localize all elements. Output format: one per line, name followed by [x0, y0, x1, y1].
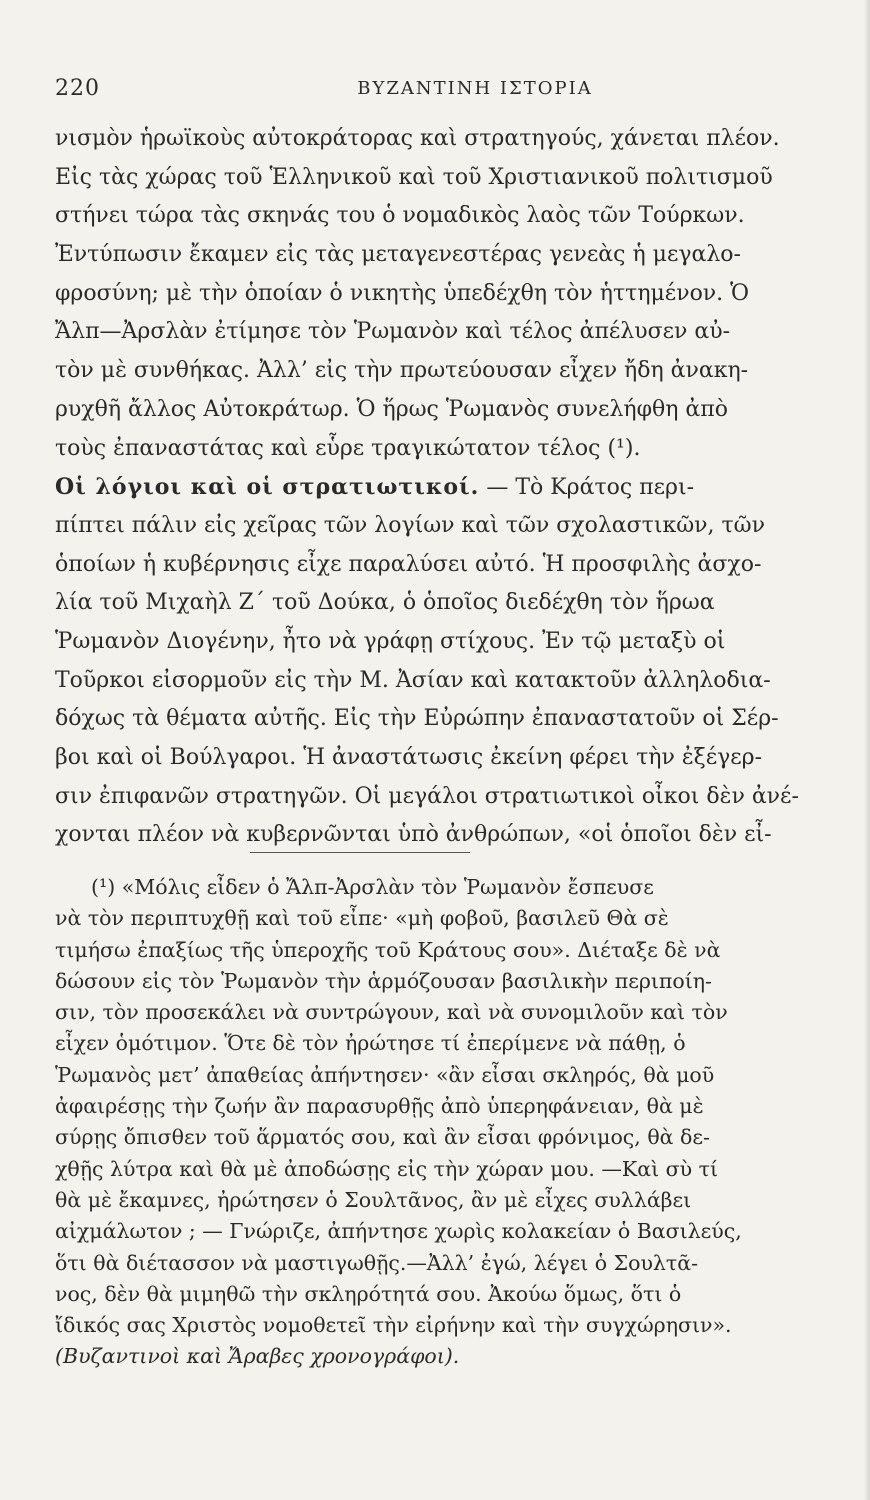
footnote-source: (Βυζαντινοὶ καὶ Ἄραβες χρονογράφοι).: [55, 1344, 460, 1369]
text-line: στήνει τώρα τὰς σκηνάς του ὁ νομαδικὸς λαὸς τῶν Τούρκων.: [55, 203, 745, 229]
footnote-line: θὰ μὲ ἔκαμνες, ἠρώτησεν ὁ Σουλτᾶνος, ἂν μὲ εἶχες συλλάβει: [55, 1187, 692, 1212]
footnote-line: εἶχεν ὁμότιμον. Ὅτε δὲ τὸν ἠρώτησε τί ἐπερίμενε νὰ πάθῃ, ὁ: [55, 1031, 686, 1056]
text-line: Εἰς τὰς χώρας τοῦ Ἑλληνικοῦ καὶ τοῦ Χριστιανικοῦ πολιτισμοῦ: [55, 164, 773, 190]
text-line: φροσύνη; μὲ τὴν ὁποίαν ὁ νικητὴς ὑπεδέχθη τὸν ἡττημένον. Ὁ: [55, 280, 750, 306]
text-line: σιν ἐπιφανῶν στρατηγῶν. Οἱ μεγάλοι στρατιωτικοὶ οἶκοι δὲν ἀνέ-: [55, 783, 799, 809]
footnote-line: ἴδικός σας Χριστὸς νομοθετεῖ τὴν εἰρήνην καὶ τὴν συγχώρησιν».: [55, 1313, 732, 1338]
text-line: χονται πλέον νὰ κυβερνῶνται ὑπὸ ἀνθρώπων, «οἱ ὁποῖοι δὲν εἶ-: [55, 822, 772, 848]
footnote-line: ἀφαιρέσῃς τὴν ζωήν ἂν παρασυρθῇς ἀπὸ ὑπερηφάνειαν, θὰ μὲ: [55, 1094, 704, 1119]
text-line: Ἐντύπωσιν ἔκαμεν εἰς τὰς μεταγενεστέρας γενεὰς ἡ μεγαλο-: [55, 242, 741, 268]
page-edge-shadow: [864, 0, 870, 1500]
footnote-line: σιν, τὸν προσεκάλει νὰ συντρώγουν, καὶ νὰ συνομιλοῦν καὶ τὸν: [55, 1000, 728, 1025]
footnote-line: νὰ τὸν περιπτυχθῇ καὶ τοῦ εἶπε· «μὴ φοβοῦ, βασιλεῦ Θὰ σὲ: [55, 906, 669, 931]
text-line: ὁποίων ἡ κυβέρνησις εἶχε παραλύσει αὐτό. Ἡ προσφιλὴς ἀσχο-: [55, 551, 762, 577]
footnote-line: αἰχμάλωτον ; — Γνώριζε, ἀπήντησε χωρὶς κολακείαν ὁ Βασιλεύς,: [55, 1219, 742, 1244]
text-line: Ῥωμανὸν Διογένην, ἦτο νὰ γράφῃ στίχους. Ἐν τῷ μεταξὺ οἱ: [55, 628, 726, 654]
footnote-line: δώσουν εἰς τὸν Ῥωμανὸν τὴν ἁρμόζουσαν βασιλικὴν περιποίη-: [55, 968, 712, 993]
section-first-line-text: — Τὸ Κράτος περι-: [479, 475, 695, 501]
footnote: [55, 872, 835, 1373]
footnote-line: νος, δὲν θὰ μιμηθῶ τὴν σκληρότητά σου. Ἀκούω ὅμως, ὅτι ὁ: [55, 1281, 682, 1306]
footnote-line: σύρῃς ὄπισθεν τοῦ ἅρματός σου, καὶ ἂν εἶσαι φρόνιμος, θὰ δε-: [55, 1125, 710, 1150]
text-line: πίπτει πάλιν εἰς χεῖρας τῶν λογίων καὶ τῶν σχολαστικῶν, τῶν: [55, 512, 765, 538]
section-heading: Οἱ λόγιοι καὶ οἱ στρατιωτικοί.: [55, 474, 480, 501]
text-line: νισμὸν ἡρωϊκοὺς αὐτοκράτορας καὶ στρατηγούς, χάνεται πλέον.: [55, 126, 780, 151]
text-line: τοὺς ἐπαναστάτας καὶ εὗρε τραγικώτατον τέλος (¹).: [55, 435, 641, 461]
text-line: ρυχθῆ ἄλλος Αὐτοκράτωρ. Ὁ ἥρως Ῥωμανὸς συνελήφθη ἀπὸ: [55, 396, 728, 422]
text-line: βοι καὶ οἱ Βούλγαροι. Ἡ ἀναστάτωσις ἐκείνη φέρει τὴν ἐξέγερ-: [55, 745, 763, 770]
footnote-line: (¹) «Μόλις εἶδεν ὁ Ἄλπ-Ἀρσλὰν τὸν Ῥωμανὸν ἔσπευσε: [91, 875, 654, 899]
text-line: δόχως τὰ θέματα αὐτῆς. Εἰς τὴν Εὐρώπην ἐπαναστατοῦν οἱ Σέρ-: [55, 706, 779, 732]
section-first-line: [55, 468, 835, 507]
footnote-line: τιμήσω ἐπαξίως τῆς ὑπεροχῆς τοῦ Κράτους σου». Διέταξε δὲ νὰ: [55, 937, 721, 962]
main-text: [55, 120, 835, 855]
footnote-line: χθῇς λύτρα καὶ θὰ μὲ ἀποδώσῃς εἰς τὴν χώραν μου. —Καὶ σὺ τί: [55, 1156, 718, 1181]
footnote-line: ὅτι θὰ διέτασσον νὰ μαστιγωθῇς.—Ἀλλ’ ἐγώ, λέγει ὁ Σουλτᾶ-: [55, 1250, 699, 1275]
running-title: ΒΥΖΑΝΤΙΝΗ ΙΣΤΟΡΙΑ: [357, 78, 593, 99]
footnote-line: Ῥωμανὸς μετ’ ἀπαθείας ἀπήντησεν· «ἂν εἶσαι σκληρός, θὰ μοῦ: [55, 1062, 715, 1087]
text-line: τὸν μὲ συνθήκας. Ἀλλ’ εἰς τὴν πρωτεύουσαν εἶχεν ἤδη ἀνακη-: [55, 358, 749, 384]
text-line: λία τοῦ Μιχαὴλ Ζ΄ τοῦ Δούκα, ὁ ὁποῖος διεδέχθη τὸν ἥρωα: [55, 590, 715, 616]
text-line: Ἄλπ—Ἀρσλὰν ἐτίμησε τὸν Ῥωμανὸν καὶ τέλος ἀπέλυσεν αὐ-: [55, 319, 731, 345]
footnote-divider: [250, 852, 470, 853]
page-number: 220: [55, 76, 100, 101]
text-line: Τοῦρκοι εἰσορμοῦν εἰς τὴν Μ. Ἀσίαν καὶ κατακτοῦν ἀλληλοδια-: [55, 667, 771, 693]
page-header: [55, 76, 835, 106]
